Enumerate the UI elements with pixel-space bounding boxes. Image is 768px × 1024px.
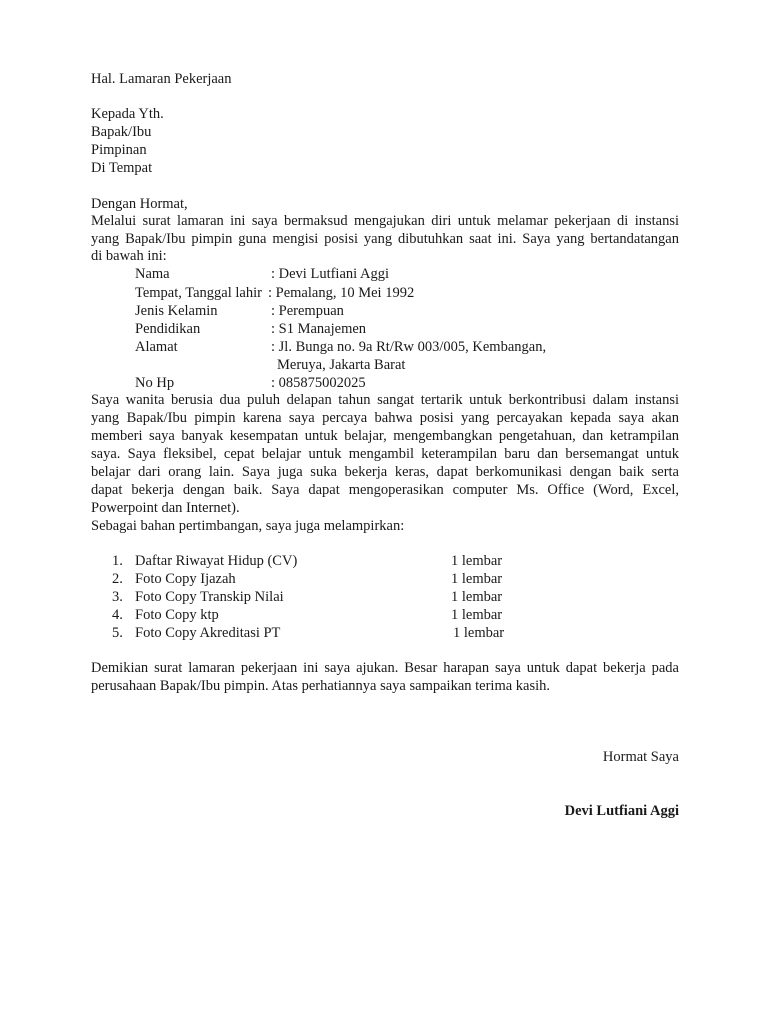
list-item-number: 5.: [112, 625, 123, 641]
body-line-3: memberi saya banyak kesempatan untuk belajar, mengembangkan pengetahuan, dan ketrampilan: [91, 428, 679, 444]
intro-line-1: Melalui surat lamaran ini saya bermaksud mengajukan diri untuk melamar pekerjaan di instansi: [91, 213, 679, 229]
recipient-line-4: Di Tempat: [91, 160, 153, 176]
attachment-list: [91, 552, 679, 642]
body-line-6: dapat bekerja dengan baik. Saya dapat mengoperasikan computer Ms. Office (Word, Excel,: [91, 482, 679, 498]
birth-value: : Pemalang, 10 Mei 1992: [268, 285, 415, 301]
list-item-qty: 1 lembar: [451, 607, 503, 623]
greeting: Dengan Hormat,: [91, 196, 188, 212]
body-line-4: saya. Saya fleksibel, cepat belajar untuk mengambil keterampilan baru dan bersemangat untuk: [91, 446, 679, 462]
personal-row-gender: [91, 302, 679, 320]
body-line-7: Powerpoint dan Internet).: [91, 500, 240, 516]
list-item-text: Daftar Riwayat Hidup (CV): [135, 553, 298, 569]
education-value: : S1 Manajemen: [271, 321, 367, 337]
body-line-2: yang Bapak/Ibu pimpin karena saya percaya bahwa posisi yang percayakan kepada saya akan: [91, 410, 679, 426]
phone-label: No Hp: [135, 375, 175, 391]
personal-row-education: [91, 320, 679, 338]
signoff: Hormat Saya: [602, 749, 679, 765]
list-item: [91, 624, 679, 642]
personal-row-birth: [91, 284, 679, 302]
personal-row-phone: [91, 374, 679, 392]
recipient-line-3: Pimpinan: [91, 142, 147, 158]
subject-line: Hal. Lamaran Pekerjaan: [91, 71, 232, 87]
personal-row-name: [91, 265, 679, 283]
recipient-line-2: Bapak/Ibu: [91, 124, 152, 140]
list-item: [91, 570, 679, 588]
phone-value: : 085875002025: [271, 375, 366, 391]
list-item-text: Foto Copy Transkip Nilai: [135, 589, 284, 605]
personal-row-address: [91, 338, 679, 356]
list-item: [91, 552, 679, 570]
body-line-1: Saya wanita berusia dua puluh delapan tahun sangat tertarik untuk berkontribusi dalam instansi: [91, 392, 679, 408]
closing-line-2: perusahaan Bapak/Ibu pimpin. Atas perhatiannya saya sampaikan terima kasih.: [91, 678, 551, 694]
address-value-2: Meruya, Jakarta Barat: [277, 357, 406, 373]
list-item-qty: 1 lembar: [451, 589, 503, 605]
intro-line-3: di bawah ini:: [91, 248, 167, 264]
education-label: Pendidikan: [135, 321, 201, 337]
signature-name: Devi Lutfiani Aggi: [564, 803, 679, 819]
closing-line-1: Demikian surat lamaran pekerjaan ini saya ajukan. Besar harapan saya untuk dapat bekerja pada: [91, 660, 679, 676]
gender-value: : Perempuan: [271, 303, 344, 319]
list-item-number: 3.: [112, 589, 123, 605]
list-item-number: 4.: [112, 607, 123, 623]
list-item-qty: 1 lembar: [451, 571, 503, 587]
body-line-5: belajar dari orang lain. Saya juga suka bekerja keras, dapat berkomunikasi dengan baik serta: [91, 464, 679, 480]
body-line-8: Sebagai bahan pertimbangan, saya juga melampirkan:: [91, 518, 405, 534]
list-item: [91, 606, 679, 624]
list-item-number: 2.: [112, 571, 123, 587]
list-item-text: Foto Copy ktp: [135, 607, 219, 623]
list-item-qty: 1 lembar: [453, 625, 505, 641]
address-value-1: : Jl. Bunga no. 9a Rt/Rw 003/005, Kembangan,: [271, 339, 547, 355]
list-item-text: Foto Copy Ijazah: [135, 571, 236, 587]
intro-line-2: yang Bapak/Ibu pimpin guna mengisi posisi yang dibutuhkan saat ini. Saya yang bertandatangan: [91, 231, 679, 247]
recipient-line-1: Kepada Yth.: [91, 106, 164, 122]
personal-row-address-cont: [91, 356, 679, 374]
address-label: Alamat: [135, 339, 178, 355]
list-item-text: Foto Copy Akreditasi PT: [135, 625, 281, 641]
birth-label: Tempat, Tanggal lahir: [135, 285, 262, 301]
list-item: [91, 588, 679, 606]
list-item-number: 1.: [112, 553, 123, 569]
personal-data-block: [91, 265, 679, 391]
list-item-qty: 1 lembar: [451, 553, 503, 569]
name-label: Nama: [135, 266, 170, 282]
gender-label: Jenis Kelamin: [135, 303, 218, 319]
name-value: : Devi Lutfiani Aggi: [271, 266, 389, 282]
